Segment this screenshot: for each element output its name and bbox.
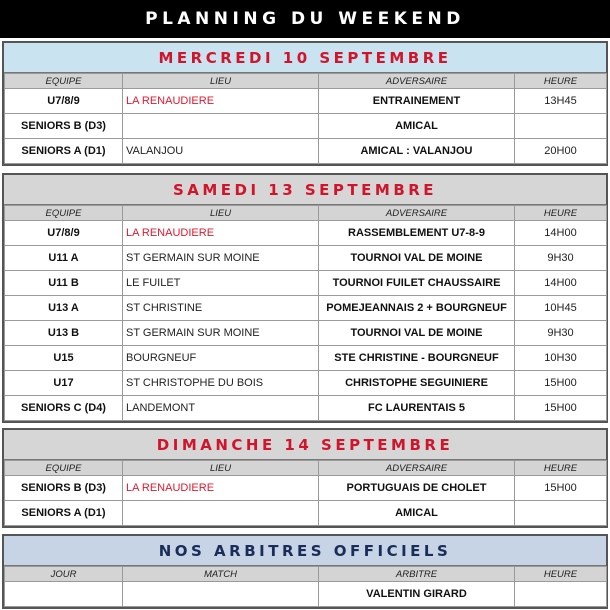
page-title: PLANNING DU WEEKEND bbox=[0, 0, 610, 38]
day-title-samedi: SAMEDI 13 SEPTEMBRE bbox=[4, 175, 606, 205]
col-header-adversaire: ADVERSAIRE bbox=[319, 206, 515, 221]
col-header-adversaire: ADVERSAIRE bbox=[319, 461, 515, 476]
cell-heure: 15H00 bbox=[515, 396, 607, 421]
cell-heure bbox=[515, 114, 607, 139]
cell-lieu: ST CHRISTOPHE DU BOIS bbox=[123, 371, 319, 396]
section-arbitres bbox=[2, 534, 608, 609]
cell-heure bbox=[515, 582, 607, 607]
cell-equipe: U13 B bbox=[5, 321, 123, 346]
cell-adversaire: AMICAL bbox=[319, 114, 515, 139]
cell-lieu bbox=[123, 501, 319, 526]
table-row bbox=[5, 271, 607, 296]
cell-arbitre: VALENTIN GIRARD bbox=[319, 582, 515, 607]
cell-adversaire: FC LAURENTAIS 5 bbox=[319, 396, 515, 421]
cell-heure: 14H00 bbox=[515, 221, 607, 246]
schedule-table-dimanche bbox=[4, 460, 607, 526]
cell-adversaire: POMEJEANNAIS 2 + BOURGNEUF bbox=[319, 296, 515, 321]
table-header-row bbox=[5, 206, 607, 221]
table-row bbox=[5, 114, 607, 139]
cell-equipe: U15 bbox=[5, 346, 123, 371]
table-row bbox=[5, 396, 607, 421]
cell-equipe: U7/8/9 bbox=[5, 221, 123, 246]
table-row bbox=[5, 321, 607, 346]
schedule-table-mercredi bbox=[4, 73, 607, 164]
cell-adversaire: STE CHRISTINE - BOURGNEUF bbox=[319, 346, 515, 371]
cell-lieu: BOURGNEUF bbox=[123, 346, 319, 371]
cell-lieu: LA RENAUDIERE bbox=[123, 89, 319, 114]
cell-equipe: U11 B bbox=[5, 271, 123, 296]
col-header-jour: JOUR bbox=[5, 567, 123, 582]
cell-adversaire: ENTRAINEMENT bbox=[319, 89, 515, 114]
col-header-lieu: LIEU bbox=[123, 461, 319, 476]
section-samedi bbox=[2, 173, 608, 423]
col-header-heure: HEURE bbox=[515, 206, 607, 221]
table-row bbox=[5, 246, 607, 271]
col-header-lieu: LIEU bbox=[123, 74, 319, 89]
cell-adversaire: AMICAL bbox=[319, 501, 515, 526]
cell-lieu: LE FUILET bbox=[123, 271, 319, 296]
cell-heure: 20H00 bbox=[515, 139, 607, 164]
cell-adversaire: RASSEMBLEMENT U7-8-9 bbox=[319, 221, 515, 246]
arbitres-title: NOS ARBITRES OFFICIELS bbox=[4, 536, 606, 566]
table-row bbox=[5, 371, 607, 396]
cell-equipe: U7/8/9 bbox=[5, 89, 123, 114]
cell-lieu: ST CHRISTINE bbox=[123, 296, 319, 321]
cell-heure: 14H00 bbox=[515, 271, 607, 296]
col-header-equipe: EQUIPE bbox=[5, 74, 123, 89]
table-row bbox=[5, 501, 607, 526]
cell-equipe: SENIORS A (D1) bbox=[5, 139, 123, 164]
cell-lieu: VALANJOU bbox=[123, 139, 319, 164]
table-header-row bbox=[5, 74, 607, 89]
cell-adversaire: TOURNOI VAL DE MOINE bbox=[319, 321, 515, 346]
cell-heure: 13H45 bbox=[515, 89, 607, 114]
table-row bbox=[5, 221, 607, 246]
cell-heure: 15H00 bbox=[515, 476, 607, 501]
cell-equipe: U11 A bbox=[5, 246, 123, 271]
arbitres-table bbox=[4, 566, 607, 607]
cell-lieu: LA RENAUDIERE bbox=[123, 221, 319, 246]
section-mercredi bbox=[2, 41, 608, 166]
table-row bbox=[5, 476, 607, 501]
cell-adversaire: PORTUGUAIS DE CHOLET bbox=[319, 476, 515, 501]
table-header-row bbox=[5, 461, 607, 476]
table-row bbox=[5, 139, 607, 164]
cell-lieu bbox=[123, 114, 319, 139]
cell-equipe: SENIORS B (D3) bbox=[5, 476, 123, 501]
col-header-equipe: EQUIPE bbox=[5, 206, 123, 221]
cell-heure: 9H30 bbox=[515, 321, 607, 346]
cell-lieu: LANDEMONT bbox=[123, 396, 319, 421]
cell-equipe: SENIORS B (D3) bbox=[5, 114, 123, 139]
cell-lieu: ST GERMAIN SUR MOINE bbox=[123, 246, 319, 271]
table-row bbox=[5, 89, 607, 114]
col-header-heure: HEURE bbox=[515, 567, 607, 582]
table-row bbox=[5, 582, 607, 607]
col-header-match: MATCH bbox=[123, 567, 319, 582]
cell-heure bbox=[515, 501, 607, 526]
cell-equipe: U13 A bbox=[5, 296, 123, 321]
cell-heure: 10H30 bbox=[515, 346, 607, 371]
col-header-lieu: LIEU bbox=[123, 206, 319, 221]
col-header-arbitre: ARBITRE bbox=[319, 567, 515, 582]
cell-lieu: LA RENAUDIERE bbox=[123, 476, 319, 501]
cell-match bbox=[123, 582, 319, 607]
cell-adversaire: TOURNOI VAL DE MOINE bbox=[319, 246, 515, 271]
schedule-table-samedi bbox=[4, 205, 607, 421]
cell-equipe: SENIORS A (D1) bbox=[5, 501, 123, 526]
section-dimanche bbox=[2, 428, 608, 528]
col-header-adversaire: ADVERSAIRE bbox=[319, 74, 515, 89]
cell-heure: 9H30 bbox=[515, 246, 607, 271]
col-header-heure: HEURE bbox=[515, 74, 607, 89]
col-header-heure: HEURE bbox=[515, 461, 607, 476]
col-header-equipe: EQUIPE bbox=[5, 461, 123, 476]
table-row bbox=[5, 346, 607, 371]
table-header-row bbox=[5, 567, 607, 582]
cell-adversaire: AMICAL : VALANJOU bbox=[319, 139, 515, 164]
day-title-dimanche: DIMANCHE 14 SEPTEMBRE bbox=[4, 430, 606, 460]
cell-lieu: ST GERMAIN SUR MOINE bbox=[123, 321, 319, 346]
day-title-mercredi: MERCREDI 10 SEPTEMBRE bbox=[4, 43, 606, 73]
cell-heure: 10H45 bbox=[515, 296, 607, 321]
cell-jour bbox=[5, 582, 123, 607]
table-row bbox=[5, 296, 607, 321]
cell-adversaire: TOURNOI FUILET CHAUSSAIRE bbox=[319, 271, 515, 296]
cell-adversaire: CHRISTOPHE SEGUINIERE bbox=[319, 371, 515, 396]
cell-equipe: U17 bbox=[5, 371, 123, 396]
cell-heure: 15H00 bbox=[515, 371, 607, 396]
cell-equipe: SENIORS C (D4) bbox=[5, 396, 123, 421]
